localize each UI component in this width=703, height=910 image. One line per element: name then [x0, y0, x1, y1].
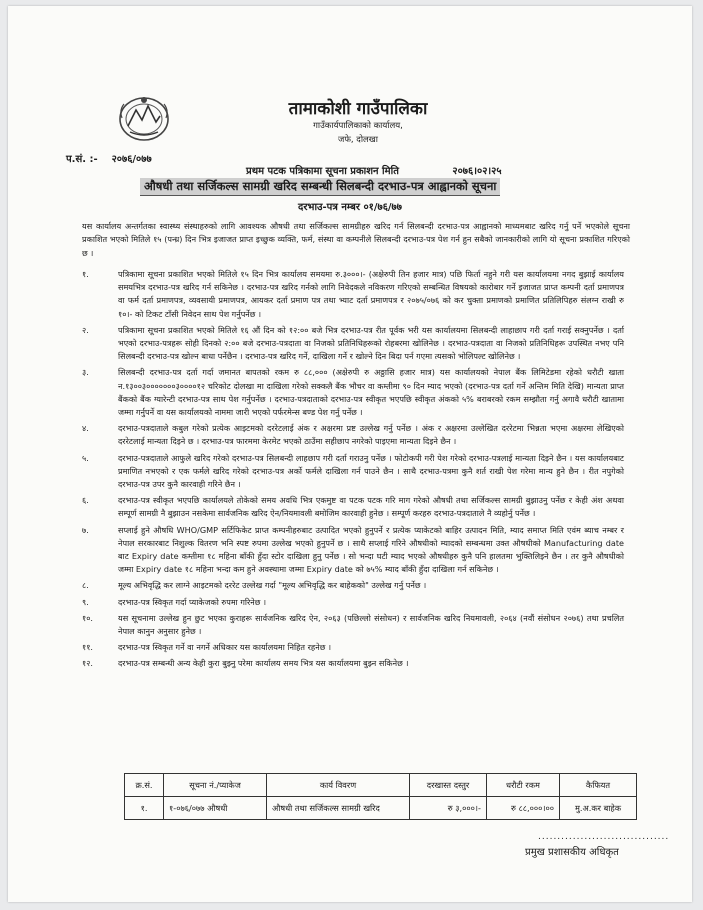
header-remarks: कैफियत	[560, 774, 637, 797]
conditions-list	[82, 268, 642, 674]
header-deposit-amount: धरौटी रकम	[487, 774, 560, 797]
list-item-number: ४.	[82, 423, 89, 434]
table-header-row	[125, 774, 637, 797]
signature-line: ..................................	[538, 832, 670, 842]
cell-application-fee: रु ३,०००।-	[410, 797, 487, 820]
publication-date	[246, 163, 502, 177]
list-item-number: २.	[82, 324, 89, 335]
notice-number: दरभाउ-पत्र नम्बर ०१/७६/७७	[298, 202, 402, 213]
list-item	[82, 641, 642, 654]
list-item-number: १.	[82, 269, 89, 279]
list-item	[82, 612, 642, 638]
office-location: जफे, दोलखा	[338, 135, 378, 145]
list-item	[82, 452, 642, 492]
list-item-text: दरभाउ-पत्र स्वीकृत भएपछि कार्यालयले तोकेको समय अवधि भित्र एकमुष्ट वा पटक पटक गरि माग गरेको औषधी तथा सर्जिकल्स सामग्री बुझाउनु पर्नेछ र केही अंश अथवा सम्पूर्ण सामग्री नै बुझाउन नसकेमा सार्वजनिक खरिद ऐन/नियमावली बमोजिम कारवाही हुनेछ । सम्पूर्ण करहरु दरभाउ-पत्रदाताले नै व्यहोर्नु पर्नेछ ।	[118, 495, 624, 519]
cell-deposit-amount: रु ८८,०००।००	[487, 797, 560, 820]
list-item-text: सिलबन्दी दरभाउ-पत्र दर्ता गर्दा जमानत बापतको रकम रु ८८,००० (अक्षेरुपी रु अठ्ठासि हजार मात्र) यस कार्यालयको नेपाल बैंक लिमिटेडमा रहेको धरौटी खाता न.१३००३०००००००३००००१२ चरिकोट दोलखा मा दाखिला गरेको सक्कलै बैंक भौचर वा कम्तीमा ९० दिन म्याद भएको (दरभाउ-पत्र दर्ता गर्ने अन्तिम मिति देखि) मान्यता प्राप्त बैंकको बैंक ग्यारेन्टी दरभाउ-पत्र साथ पेश गर्नुपर्नेछ । दरभाउ-पत्रदाताको दरभाउ-पत्र स्वीकृत भएपछि स्वीकृत अंकको ५% बराबरको रकम सम्झौता गर्नु अगावै धरौटी खातामा जम्मा गर्नुपर्ने वा यस कार्यालयको नाममा जारी भएको पर्फरमेन्स बण्ड पेश गर्नु पर्नेछ ।	[118, 367, 624, 418]
document-page	[8, 6, 692, 902]
list-item-number: ८.	[82, 580, 89, 591]
list-item	[82, 268, 642, 321]
header-serial: क्र.सं.	[125, 774, 164, 797]
list-item-number: ५.	[82, 452, 89, 463]
list-item	[82, 579, 642, 592]
notice-title: औषधी तथा सर्जिकल्स सामग्री खरिद सम्बन्धी सिलबन्दी दरभाउ-पत्र आह्वानको सूचना	[140, 178, 500, 196]
list-item-number: १०.	[82, 612, 93, 623]
list-item	[82, 494, 642, 520]
list-item	[82, 366, 642, 419]
list-item	[82, 657, 642, 670]
list-item	[82, 596, 642, 609]
list-item-text: दरभाउ-पत्र स्विकृत गर्ने वा नगर्ने अधिकार यस कार्यालयमा निहित रहनेछ ।	[118, 642, 332, 653]
signature-title: प्रमुख प्रशासकीय अधिकृत	[525, 847, 619, 858]
publication-date-value: २०७६।०२।२५	[452, 166, 502, 177]
header-work-description: कार्य विवरण	[267, 774, 410, 797]
list-item	[82, 422, 642, 448]
list-item-number: ११.	[82, 642, 93, 653]
header-application-fee: दरखास्त दस्तुर	[410, 774, 487, 797]
intro-paragraph: यस कार्यालय अन्तर्गतका स्वास्थ्य संस्थाहरुको लागि आवश्यक औषधी तथा सर्जिकल्स सामग्रीहरु खरिद गर्न सिलबन्दी दरभाउ-पत्र आह्वानको माध्यमबाट खरिद गर्नु पर्ने भएकोले सूचना प्रकाशित भएको मितिले १५ (पन्ध्र) दिन भित्र इजाजत प्राप्त इच्छुक व्यक्ति, फर्म, संस्था वा कम्पनीले सिलबन्दी दरभाउ-पत्र पेश गर्न हुन सबैको जानकारीको लागि यो सूचना प्रकाशित गरिएको छ ।	[82, 221, 630, 258]
list-item-text: पत्रिकामा सूचना प्रकाशित भएको मितिले १५ दिन भित्र कार्यालय समयमा रु.३०००।- (अक्षेरुपी तिन हजार मात्र) पछि फिर्ता नहुने गरी यस कार्यालयमा नगद बुझाई कार्यालय समयभित्र दरभाउ-पत्र खरिद गर्न सकिनेछ । दरभाउ-पत्र खरिद गर्नको लागि निवेदकले नविकरण गरिएको सम्बन्धित विषयको कारोबार गर्ने इजाजत प्राप्त कम्पनी दर्ता प्रमाणपत्र वा फर्म दर्ता प्रमाणपत्र, व्यवसायी प्रमाणपत्र, आयकर दर्ता प्रमाण पत्र तथा भ्याट दर्ता प्रमाणपत्र र २०७५/०७६ को कर चुक्ता प्रमाणको प्रमाणित प्रतिलिपिहरु संलग्न राखी रु १०।- को टिकट टाँसी निवेदन साथ पेश गर्नुपर्नेछ ।	[118, 269, 624, 319]
cell-work-description: औषधी तथा सर्जिकल्स सामग्री खरिद	[267, 797, 410, 820]
list-item-text: पत्रिकामा सूचना प्रकाशित भएको मितिले १६ औं दिन को १२:०० बजे भित्र दरभाउ-पत्र रीत पूर्वक भरी यस कार्यालयमा सिलबन्दी लाहाछाप गरी दर्ता गराई सक्नुपर्नेछ । दर्ता भएको दरभाउ-पत्रहरू सोही दिनको २:०० बजे दरभाउ-पत्रदाता वा निजको प्रतिनिधिहरूको रोहबरमा खोलिनेछ । दरभाउ-पत्रदाता वा निजको प्रतिनिधिहरू उपस्थित नभए पनि सिलबन्दी दरभाउ-पत्र खोल्न बाधा पर्नेछैन । दरभाउ-पत्र खरिद गर्ने, दाखिला गर्ने र खोल्ने दिन बिदा पर्न गएमा त्यसको भोलिपल्ट खोलिनेछ ।	[118, 324, 624, 362]
list-item-text: यस सूचनामा उल्लेख हुन छुट भएका कुराहरू सार्वजनिक खरिद ऐन, २०६३ (पछिल्लो संसोधन) र सार्वजनिक खरिद नियमावली, २०६४ (नवौं संसोधन २०७६) तथा प्रचलित नेपाल कानुन अनुसार हुनेछ ।	[118, 612, 624, 637]
publication-label: प्रथम पटक पत्रिकामा सूचना प्रकाशन मिति	[246, 166, 399, 177]
office-name: तामाकोशी गाउँपालिका	[288, 99, 428, 119]
reference-label: प.सं. :-	[66, 154, 98, 165]
cell-serial: १.	[125, 797, 164, 820]
list-item-text: मूल्य अभिवृद्धि कर लाग्ने आइटमको दररेट उल्लेख गर्दा "मूल्य अभिवृद्धि कर बाहेकको" उल्लेख गर्नु पर्नेछ ।	[118, 580, 427, 591]
list-item	[82, 524, 642, 577]
list-item-text: दरभाउ-पत्र सम्बन्धी अन्य केही कुरा बुझ्नु परेमा कार्यालय समय भित्र यस कार्यालयमा बुझ्न सकिनेछ ।	[118, 658, 409, 669]
list-item-number: ६.	[82, 495, 89, 506]
tender-table	[124, 773, 637, 820]
list-item-text: सप्लाई हुने औषधि WHO/GMP सर्टिफिकेट प्राप्त कम्पनीहरुबाट उत्पादित भएको हुनुपर्ने र प्रत्येक प्याकेटको बाहिर उत्पादन मिति, म्याद समाप्त मिति एवंम ब्याच नम्बर र नेपाल सरकारबाट निशुल्क वितरण भनि स्पष्ट रुपमा उल्लेख भएको हुनुपर्ने छ । साथै सप्लाई गरिने औषधीको म्यादको सम्बन्धमा उक्त औषधीको Manufacturing date बाट Expiry date कम्तीमा १८ महिना बाँकी हुँदा स्टोर दाखिला हुनु पर्नेछ । सो भन्दा घटी म्याद भएको औषधीहरु कुनै पनि हालतमा भुक्तिलिइने छैन । तर कुनै औषधीको जम्मा Expiry date १८ महिना भन्दा कम हुने अवस्थामा जम्मा Expiry date को ७५% म्याद बाँकी हुँदा दाखिला गर्न सकिनेछ ।	[118, 524, 624, 575]
list-item-text: दरभाउ-पत्रदाताले आफुले खरिद गरेको दरभाउ-पत्र सिलबन्दी लाहछाप गरी दर्ता गराउनु पर्नेछ । फोटोकपी गरी पेश गरेको दरभाउ-पत्रलाई मान्यता दिइने छैन । यस कार्यालयबाट प्रमाणित नभएको र एक फर्मले खरिद गरेको दरभाउ-पत्र अर्को फर्मले दाखिला गर्न पाउने छैन । साथै दरभाउ-पत्रमा कुनै शर्त राखी पेश गरेमा मान्य हुने छैन । रीत नपुगेको दरभाउ-पत्र उपर कुनै कारवाही गरिने छैन ।	[118, 452, 624, 490]
list-item	[82, 324, 642, 364]
list-item-number: ७.	[82, 524, 89, 535]
list-item-text: दरभाउ-पत्रदाताले कबुल गरेको प्रत्येक आइटमको दररेटलाई अंक र अक्षरमा प्रष्ट उल्लेख गर्नु पर्नेछ । अंक र अक्षरमा उल्लेखित दररेटमा भिन्नता भएमा अक्षरमा लेखिएको दररेटलाई मान्यता दिइने छ । दरभाउ-पत्र फारममा केरमेट भएको ठाउँमा सहीछाप नगरेको पाइएमा मान्यता दिइने छैन ।	[118, 423, 624, 447]
cell-notice-package: १-०७६/०७७ औषधी	[164, 797, 267, 820]
list-item-number: ९.	[82, 596, 89, 607]
list-item-number: १२.	[82, 658, 93, 669]
list-item-text: दरभाउ-पत्र स्विकृत गर्दा प्याकेजको रुपमा गरिनेछ ।	[118, 596, 267, 607]
reference-number	[66, 151, 152, 165]
header-notice-package: सूचना नं./प्याकेज	[164, 774, 267, 797]
table-row	[125, 797, 637, 820]
list-item-number: ३.	[82, 367, 89, 378]
reference-value: २०७६/०७७	[111, 154, 152, 165]
cell-remarks: मु.अ.कर बाहेक	[560, 797, 637, 820]
office-subtitle: गाउँकार्यपालिकाको कार्यालय,	[313, 121, 403, 131]
